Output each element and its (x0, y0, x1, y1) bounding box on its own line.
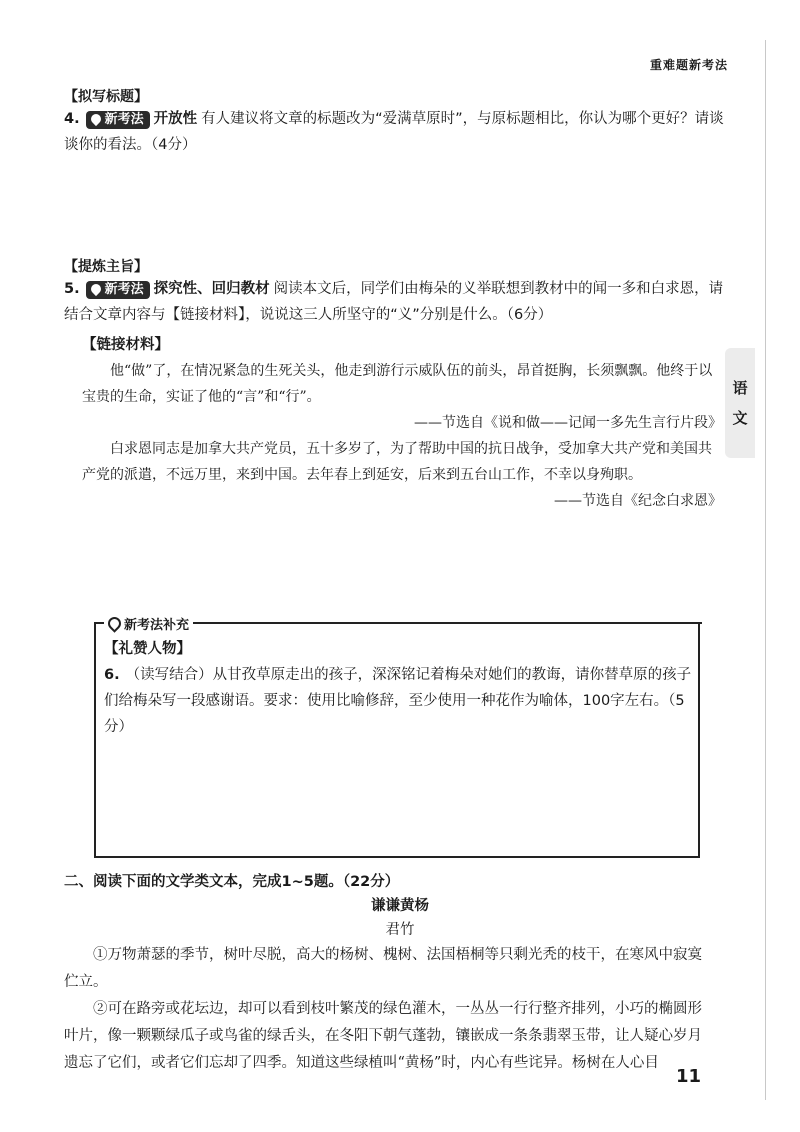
pin-icon (89, 282, 103, 296)
page-number: 11 (676, 1066, 702, 1087)
question-keyword: 探究性、回归教材 (153, 281, 270, 297)
section-theme-heading: 【提炼主旨】 (64, 259, 148, 275)
pin-icon (89, 112, 103, 126)
supplement-label: 新考法补充 (104, 614, 193, 633)
subject-side-tab (725, 348, 755, 458)
link-paragraph-1: 他“做”了，在情况紧急的生死关头，他走到游行示威队伍的前头，昂首挺胸，长须飘飘。他终于以宝贵的生命，实证了他的“言”和“行”。 (82, 363, 713, 405)
question-text: 阅读本文后，同学们由梅朵的义举联想到教材中的闻一多和白求恩，请结合文章内容与【链接材料】，说说这三人所坚守的“义”分别是什么。（6分） (64, 281, 724, 323)
question-keyword: 开放性 (153, 111, 198, 127)
question-4 (64, 106, 724, 158)
page-header: 重难题新考法 (649, 58, 728, 72)
new-method-badge: 新考法 (86, 111, 150, 129)
question-number: 5. (64, 281, 80, 297)
essay-paragraph-1: ①万物萧瑟的季节，树叶尽脱，高大的杨树、槐树、法国梧桐等只剩光秃的枝干，在寒风中寂寞伫立。 (64, 947, 702, 990)
link-source-2: ——节选自《纪念白求恩》 (554, 493, 722, 509)
part-two-heading: 二、阅读下面的文学类文本，完成1~5题。（22分） (64, 874, 400, 890)
essay-paragraph-2: ②可在路旁或花坛边，却可以看到枝叶繁茂的绿色灌木，一丛丛一行行整齐排列，小巧的椭圆形叶片，像一颗颗绿瓜子或鸟雀的绿舌头，在冬阳下朝气蓬勃，镶嵌成一条条翡翠玉带，让人疑心岁月遗忘了它们，或者它们忘却了四季。知道这些绿植叫“黄杨”时，内心有些诧异。杨树在人心目 (64, 1001, 702, 1071)
question-number: 6. (104, 667, 120, 683)
link-source-1: ——节选自《说和做——记闻一多先生言行片段》 (414, 415, 722, 431)
question-text: 有人建议将文章的标题改为“爱满草原时”，与原标题相比，你认为哪个更好？请谈谈你的看法。（4分） (64, 111, 724, 153)
essay-author: 君竹 (385, 922, 415, 938)
section-title-heading: 【拟写标题】 (64, 89, 148, 105)
supplement-content (104, 636, 694, 740)
page-edge-line (765, 40, 766, 1100)
link-material (82, 332, 722, 514)
pin-icon (105, 614, 123, 632)
question-6 (104, 662, 694, 740)
essay-body (64, 942, 714, 1077)
link-material-title: 【链接材料】 (82, 337, 169, 353)
new-method-badge: 新考法 (86, 281, 150, 299)
side-tab-char-2: 文 (732, 409, 748, 427)
side-tab-char-1: 语 (732, 379, 748, 397)
link-paragraph-2: 白求恩同志是加拿大共产党员，五十多岁了，为了帮助中国的抗日战争，受加拿大共产党和美国共产党的派遣，不远万里，来到中国。去年春上到延安，后来到五台山工作，不幸以身殉职。 (82, 441, 712, 483)
question-5 (64, 276, 724, 328)
question-text: （读写结合）从甘孜草原走出的孩子，深深铭记着梅朵对她们的教诲，请你替草原的孩子们给梅朵写一段感谢语。要求：使用比喻修辞，至少使用一种花作为喻体，100字左右。（5分） (104, 667, 692, 735)
supplement-dotted-line (200, 622, 702, 624)
supplement-section: 【礼赞人物】 (104, 641, 191, 657)
essay-title: 谦谦黄杨 (371, 898, 429, 914)
question-number: 4. (64, 111, 80, 127)
